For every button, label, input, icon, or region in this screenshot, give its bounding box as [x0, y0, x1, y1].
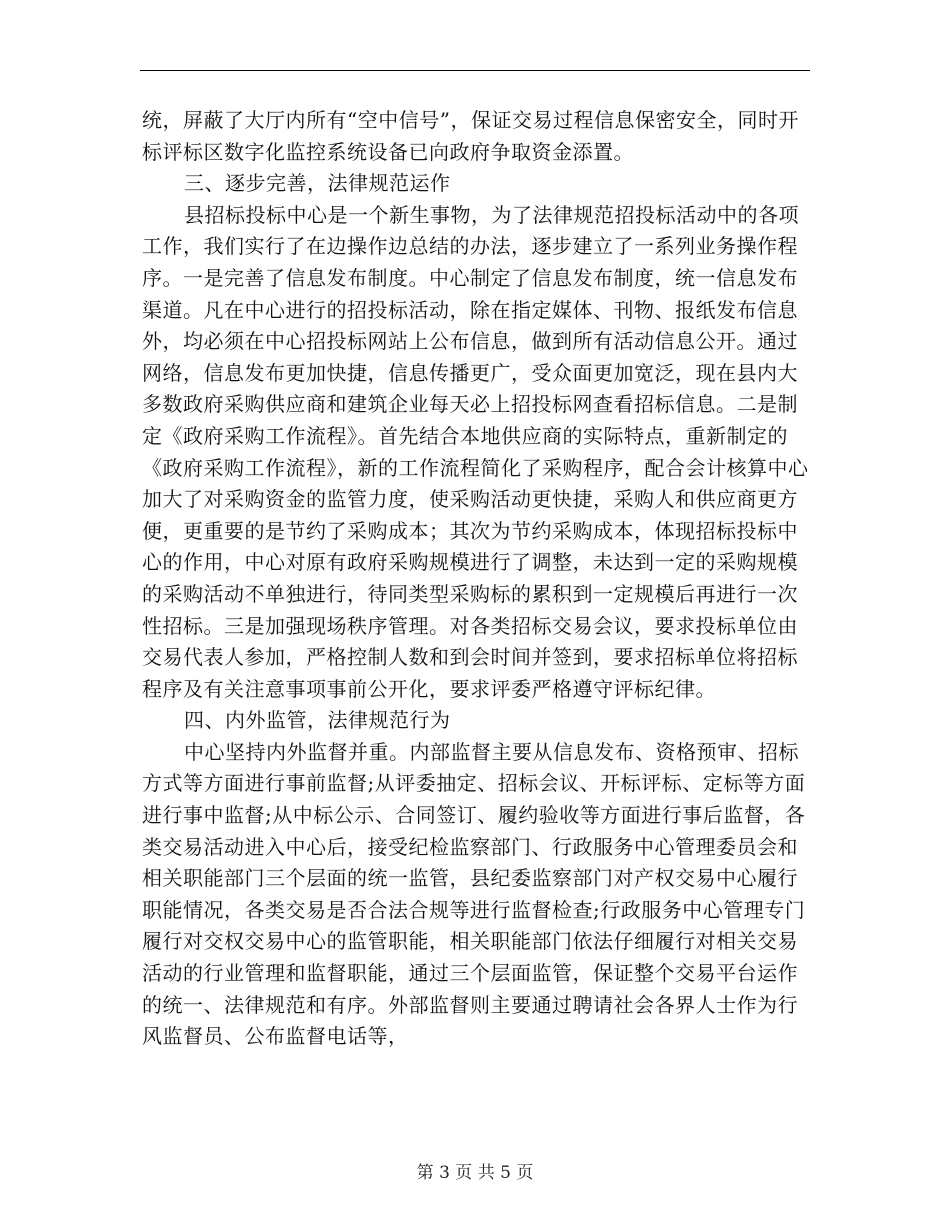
section-heading-3: 三、逐步完善，法律规范运作 — [184, 171, 451, 196]
page-footer: 第 3 页 共 5 页 — [416, 1163, 534, 1183]
document-body — [142, 105, 810, 1053]
header-rule — [140, 70, 810, 71]
paragraph-continuation: 统，屏蔽了大厅内所有“空中信号”，保证交易过程信息保密安全，同时开标评标区数字化监控系统设备已向政府争取资金添置。 — [142, 108, 799, 164]
paragraph-section-4: 中心坚持内外监督并重。内部监督主要从信息发布、资格预审、招标方式等方面进行事前监督;从评委抽定、招标会议、开标评标、定标等方面进行事中监督;从中标公示、合同签订、履约验收等方面进行事后监督，各类交易活动进入中心后，接受纪检监察部门、行政服务中心管理委员会和相关职能部门三个层面的统一监管，县纪委监察部门对产权交易中心履行职能情况，各类交易是否合法合规等进行监督检查;行政服务中心管理专门履行对交权交易中心的监管职能，相关职能部门依法仔细履行对相关交易活动的行业管理和监督职能，通过三个层面监管，保证整个交易平台运作的统一、法律规范和有序。外部监督则主要通过聘请社会各界人士作为行风监督员、公布监督电话等， — [142, 739, 806, 1049]
section-heading-4: 四、内外监管，法律规范行为 — [184, 708, 451, 733]
paragraph-section-3: 县招标投标中心是一个新生事物，为了法律规范招投标活动中的各项工作，我们实行了在边操作边总结的办法，逐步建立了一系列业务操作程序。一是完善了信息发布制度。中心制定了信息发布制度，统一信息发布渠道。凡在中心进行的招投标活动，除在指定媒体、刊物、报纸发布信息外，均必须在中心招投标网站上公布信息，做到所有活动信息公开。通过网络，信息发布更加快捷，信息传播更广，受众面更加宽泛，现在县内大多数政府采购供应商和建筑企业每天必上招投标网查看招标信息。二是制定《政府采购工作流程》。首先结合本地供应商的实际特点，重新制定的《政府采购工作流程》，新的工作流程简化了采购程序，配合会计核算中心加大了对采购资金的监管力度，使采购活动更快捷，采购人和供应商更方便，更重要的是节约了采购成本；其次为节约采购成本，体现招标投标中心的作用，中心对原有政府采购规模进行了调整，未达到一定的采购规模的采购活动不单独进行，待同类型采购标的累积到一定规模后再进行一次性招标。三是加强现场秩序管理。对各类招标交易会议，要求投标单位由交易代表人参加，严格控制人数和到会时间并签到，要求招标单位将招标程序及有关注意事项事前公开化，要求评委严格遵守评标纪律。 — [142, 202, 809, 701]
